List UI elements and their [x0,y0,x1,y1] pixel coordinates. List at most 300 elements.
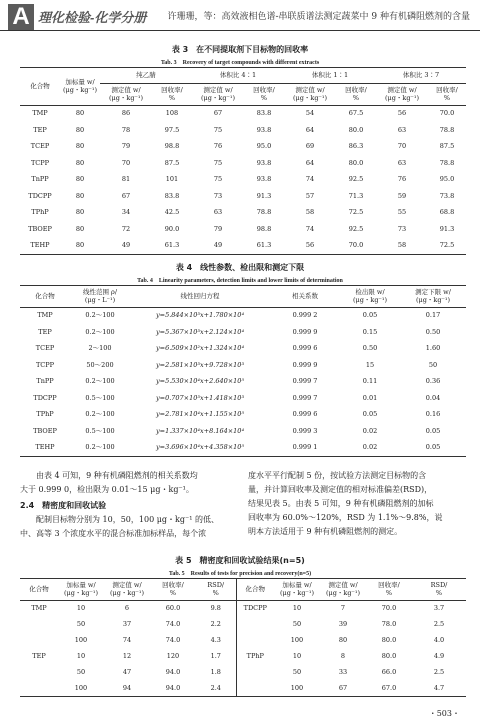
journal-name: 理化检验-化学分册 [38,10,147,25]
body-right-line-4: 回收率为 60.0%～120%，RSD 为 1.1%～9.8%，说 [248,513,443,522]
table3-cell: 80 [75,240,85,249]
table3-cell: 75 [213,158,223,167]
table4-cell: TPhP [36,410,54,419]
table4-cell: 0.999 2 [292,311,318,320]
table3-sub-measured-3 [376,84,428,106]
body-right-line-1: 度水平平行配制 5 份，按试验方法测定目标物的含 [248,471,427,480]
table5-cell: 50 [292,667,302,676]
table3-cell: TMP [32,109,48,118]
table4-cell: TMP [37,311,53,320]
table5-cell [20,681,58,697]
table-row [20,308,466,325]
table5-cell: 12 [122,651,132,660]
table4-cell: 0.999 6 [292,410,318,419]
table3-sub-measured-unit: (μg・kg⁻¹) [108,93,144,102]
running-title: 许珊珊，等：高效液相色谱-串联质谱法测定蔬菜中 9 种有机磷阻燃剂的含量 [167,12,470,22]
table3-sub-measured-2 [284,84,336,106]
table3-cell: 61.3 [164,240,180,249]
table5-cell [236,681,274,697]
table4-cell: y=5.844×10³x+1.780×10⁴ [155,311,245,320]
table3-cell: 63 [397,158,407,167]
table3-sub-recovery-label: 回收率/ [436,86,458,95]
table5-header-unit: % [212,588,219,597]
table5-cell: TEP [32,651,46,660]
table4-cell: y=1.337×10⁴x+8.164×10⁴ [155,426,245,435]
table5-cell: 10 [292,651,302,660]
table3-cell: 93.8 [256,175,272,184]
table4-header-cell [400,286,466,308]
table-row [20,155,466,172]
table5-caption-en: Tab. 5 Results of tests for precision and recovery(n=5) [168,571,312,577]
table5-cell: 100 [290,683,304,692]
table4-cell: 0.02 [362,442,378,451]
table3-cell: 81 [121,175,131,184]
table4-cell: y=5.367×10³x+2.124×10⁴ [155,327,245,336]
table5-cell: 50 [76,667,86,676]
table3-cell: 64 [305,125,315,134]
table4-cell: TnPP [36,377,54,386]
table-row [20,357,466,374]
table3-cell: 74 [305,224,315,233]
table4-cell: 0.05 [362,410,378,419]
table3-cell: 69 [305,142,315,151]
table5-cell: 100 [290,635,304,644]
table5-header-label: 化合物 [245,584,265,593]
table3-sub-recovery-1 [244,84,284,106]
table5-cell: 47 [122,667,132,676]
table4-cell: 0.04 [425,393,441,402]
table4-cell: y=5.530×10⁴x+2.640×10⁵ [155,377,245,386]
table3-cell: 95.0 [256,142,272,151]
table5-header-label: RSD/ [207,581,225,590]
table5-cell: 50 [292,619,302,628]
table5-cell: 78.0 [381,619,397,628]
table3-cell: 80 [75,142,85,151]
table-row [20,617,466,633]
table5-cell: 1.8 [210,667,221,676]
table5-caption-cn: 表 5 精密度和回收试验结果(n=5) [175,556,305,565]
table3-cell: 93.8 [256,158,272,167]
section-heading: 2.4 精密度和回收试验 [20,501,107,510]
table3-cell: 72.5 [439,240,455,249]
table4 [20,285,466,457]
body-para-1-line-2: 大于 0.999 0，检出限为 0.01～15 μg・kg⁻¹。 [20,485,194,494]
table3-cell: 92.5 [348,224,364,233]
table4-header-cell [340,286,400,308]
table3-cell: 75 [213,125,223,134]
table5-cell: 10 [76,651,86,660]
table3-cell: 54 [305,109,315,118]
table3-cell: 73 [213,191,223,200]
table3-cell: 80 [75,158,85,167]
table3-cell: TEHP [30,240,50,249]
table3-cell: 67 [213,109,223,118]
body-left-column [20,469,235,497]
table3-cell: 83.8 [256,109,272,118]
table5-header-label: 回收率/ [162,581,184,590]
table5-cell: 7 [340,604,346,613]
table4-header-cell [20,286,70,308]
table4-cell: 2～100 [88,344,112,353]
table3-cell: 70.0 [439,109,455,118]
table5-cell: 67.0 [381,683,397,692]
table5-header-cell [274,579,320,601]
table3-cell: 97.5 [164,125,180,134]
table3-cell: 72 [121,224,131,233]
table4-caption-en: Tab. 4 Linearity parameters, detection limits and lower limits of determination [137,278,343,284]
table4-header-unit: (μg・kg⁻¹) [415,295,451,304]
table4-cell: TBOEP [33,426,57,435]
table4-header-label: 化合物 [35,291,55,300]
table3-cell: 78.8 [439,158,455,167]
table3-cell: 91.3 [439,224,455,233]
table4-cell: 50～200 [86,360,114,369]
table5-cell: 10 [76,604,86,613]
table4-cell: y=6.509×10²x+1.324×10⁴ [155,344,245,353]
table3-cell: TnPP [31,175,49,184]
body-right-column [248,469,463,539]
table4-cell: y=3.696×10⁴x+4.358×10⁵ [155,442,245,451]
table5-cell: 120 [166,651,180,660]
table4-cell: 0.999 3 [292,426,318,435]
table4-cell: 0.5～100 [85,393,115,402]
table4-cell: 0.2～100 [85,442,115,451]
table4-cell: 0.01 [362,393,378,402]
table5-header-unit: (μg・kg⁻¹) [325,588,361,597]
table5-cell: 4.3 [210,635,221,644]
body-para-2-line-1: 配制目标物分别为 10，50，100 μg・kg⁻¹ 的低、 [36,515,219,524]
table5-cell: 80.0 [381,651,397,660]
table5-cell: 67 [338,683,348,692]
table3-cell: 49 [213,240,223,249]
table5-header-cell [150,579,196,601]
table3-sub-measured-label: 测定值 w/ [295,86,325,95]
table4-cell: 0.05 [425,426,441,435]
table4-cell: 0.16 [425,410,441,419]
table3-cell: 49 [121,240,131,249]
table5-cell: 100 [74,683,88,692]
table3-sub-recovery-2 [336,84,376,106]
table3-cell: 73.8 [439,191,455,200]
table4-caption-cn: 表 4 线性参数、检出限和测定下限 [175,263,305,272]
table-row [20,106,466,123]
table4-cell: TCEP [35,344,55,353]
table4-cell: 0.2～100 [85,327,115,336]
table3-cell: 63 [397,125,407,134]
table3-cell: 92.5 [348,175,364,184]
table3-cell: 56 [397,109,407,118]
table4-cell: 0.11 [362,377,378,386]
table4-cell: y=2.581×10³x+9.728×10³ [155,360,245,369]
table4-header-cell [270,286,340,308]
table-row [20,633,466,649]
table5-cell: 9.8 [210,604,221,613]
table4-header-unit: (μg・kg⁻¹) [352,295,388,304]
table3-cell: 91.3 [256,191,272,200]
table4-cell: 0.999 9 [292,360,318,369]
table4-header-unit: (μg・L⁻¹) [84,295,116,304]
table5-cell: TDCPP [236,601,274,617]
table3-cell: 68.8 [439,208,455,217]
table3-cell: TBOEP [28,224,52,233]
table3-cell: 93.8 [256,125,272,134]
table3-cell: 98.8 [164,142,180,151]
table5-header-label: 测定值 w/ [112,581,142,590]
table4-header-label: 相关系数 [292,291,318,300]
table3-header-added-unit: (μg・kg⁻¹) [62,85,98,94]
table4-cell: 0.999 1 [292,442,318,451]
table3-header-compound: 化合物 [20,68,60,106]
table5-header-label: 加标量 w/ [66,581,96,590]
table5-cell [236,617,274,633]
table-row [20,601,466,617]
table5-cell: 60.0 [165,604,181,613]
table3-cell: 58 [397,240,407,249]
table5-header-cell [196,579,236,601]
table3-sub-measured-unit: (μg・kg⁻¹) [384,93,420,102]
table3-cell: 70.0 [348,240,364,249]
table4-cell: 0.36 [425,377,441,386]
table5-header-unit: % [435,588,443,597]
table5-cell [20,633,58,649]
table3-cell: 80.0 [348,158,364,167]
table3-cell: 75 [213,175,223,184]
table3-cell: 76 [397,175,407,184]
table5-cell: 2.2 [210,619,221,628]
table5-cell: 3.7 [433,604,445,613]
table3-caption-en: Tab. 3 Recovery of target compounds with different extracts [160,60,320,66]
table3-cell: 64 [305,158,315,167]
table3-cell: 83.8 [164,191,180,200]
table3-sub-measured-0 [100,84,152,106]
table5-cell: 70.0 [381,604,397,613]
table5-cell: 50 [76,619,86,628]
table4-cell: 0.05 [425,442,441,451]
table5-cell: 2.5 [433,667,445,676]
table3-cell: 58 [305,208,315,217]
table5-header-label: RSD/ [430,581,448,590]
table3-cell: 61.3 [256,240,272,249]
table3-cell: 86 [121,109,131,118]
table5-cell: 6 [124,604,130,613]
table3-cell: 80 [75,191,85,200]
table3-cell: 78.8 [256,208,272,217]
table3-cell: 98.8 [256,224,272,233]
table-row [20,681,466,697]
table5-cell [236,633,274,649]
table4-cell: 0.999 6 [292,344,318,353]
table-row [20,649,466,665]
table3-cell: 55 [397,208,407,217]
table5-header-label: 加标量 w/ [282,581,312,590]
table5-header-unit: % [169,588,177,597]
table5-cell: 100 [74,635,88,644]
table5-cell: 10 [292,604,302,613]
body-right-line-2: 量，并计算回收率及测定值的相对标准偏差(RSD)， [248,485,433,494]
table3-cell: 86.3 [348,142,364,151]
table3-sub-recovery-unit: % [352,93,360,102]
table5-header-cell [20,579,58,601]
table-row [20,423,466,440]
table3-cell: 76 [213,142,223,151]
table4-cell: y=0.707×10³x+1.418×10³ [155,393,245,402]
body-para-2 [20,513,235,541]
table4-cell: 50 [428,360,438,369]
table4-cell: 0.5～100 [85,426,115,435]
table5-cell: 4.7 [433,683,445,692]
table5-header-cell [236,579,274,601]
table4-cell: y=2.781×10⁴x+1.155×10⁵ [155,410,245,419]
table5-cell: 80.0 [381,635,397,644]
table5-cell: 37 [122,619,132,628]
table4-cell: 0.2～100 [85,410,115,419]
body-para-1-line-1: 由表 4 可知，9 种有机磷阻燃剂的相关系数均 [36,471,198,480]
table5-cell: 74.0 [165,635,181,644]
table5-cell: 1.7 [210,651,221,660]
table-row [20,341,466,358]
table3 [20,67,466,255]
table3-sub-recovery-0 [152,84,192,106]
table3-cell: 70 [397,142,407,151]
table3-cell: 70 [121,158,131,167]
table3-sub-recovery-label: 回收率/ [345,86,367,95]
table4-header-label: 测定下限 w/ [415,288,451,297]
table5-header-cell [104,579,150,601]
table4-cell: 0.50 [362,344,378,353]
table3-cell: 80 [75,224,85,233]
table3-group-0: 纯乙腈 [100,68,192,84]
table3-cell: 80 [75,175,85,184]
table5-cell [20,665,58,681]
table5-header-label: 回收率/ [378,581,400,590]
body-para-2-line-2: 中、高等 3 个浓度水平的混合标准加标样品，每个浓 [20,529,207,538]
table-row [20,665,466,681]
table3-cell: 63 [213,208,223,217]
table5-cell: 74 [122,635,132,644]
table3-group-2: 体积比 1∶1 [284,68,376,84]
table3-cell: 79 [213,224,223,233]
table3-cell: 59 [397,191,407,200]
table5-header-cell [320,579,366,601]
table3-sub-recovery-unit: % [443,93,451,102]
table3-sub-measured-label: 测定值 w/ [203,86,233,95]
table3-cell: 79 [121,142,131,151]
table4-header-label: 线性回归方程 [180,291,220,300]
table5-cell: 39 [338,619,348,628]
table3-cell: 87.5 [439,142,455,151]
table4-cell: 0.02 [362,426,378,435]
table4-header-label: 检出限 w/ [355,288,385,297]
table5 [20,578,466,697]
table-row [20,188,466,205]
table3-sub-recovery-label: 回收率/ [161,86,183,95]
table3-cell: 56 [305,240,315,249]
table5-cell: 74.0 [165,619,181,628]
table-row [20,122,466,139]
table3-header-added [60,68,100,106]
table3-cell: 90.0 [164,224,180,233]
table3-cell: TCPP [30,158,50,167]
table-row [20,407,466,424]
table4-header-label: 线性范围 ρ/ [82,288,118,297]
table5-cell: 33 [338,667,348,676]
table5-cell [236,665,274,681]
table3-cell: 80 [75,109,85,118]
table4-cell: 15 [365,360,375,369]
table3-cell: 108 [165,109,179,118]
table3-cell: 42.5 [164,208,180,217]
table5-cell: 8 [340,651,346,660]
table4-cell: 0.999 7 [292,377,318,386]
table3-cell: 72.5 [348,208,364,217]
table-row [20,440,466,457]
table5-header-unit: (μg・kg⁻¹) [63,588,99,597]
table4-cell: 1.60 [425,344,441,353]
table4-cell: 0.999 7 [292,393,318,402]
table4-cell: 0.2～100 [85,311,115,320]
table3-cell: TDCPP [28,191,52,200]
table4-cell: 0.50 [425,327,441,336]
table4-header-cell [70,286,130,308]
table3-cell: 80 [75,125,85,134]
table5-header-unit: (μg・kg⁻¹) [279,588,315,597]
table3-cell: TPhP [31,208,49,217]
table3-cell: 67.5 [348,109,364,118]
table3-cell: 67 [121,191,131,200]
table4-header-cell [130,286,270,308]
table4-cell: TDCPP [33,393,57,402]
table3-cell: 95.0 [439,175,455,184]
table3-cell: 73 [397,224,407,233]
table3-cell: TEP [33,125,47,134]
table5-cell: 80 [338,635,348,644]
table3-sub-measured-label: 测定值 w/ [387,86,417,95]
table5-cell: 94 [122,683,132,692]
table-row [20,139,466,156]
table3-sub-measured-label: 测定值 w/ [111,86,141,95]
table-row [20,205,466,222]
table5-cell: 94.0 [165,683,181,692]
table3-cell: 71.3 [348,191,364,200]
table3-sub-recovery-3 [428,84,466,106]
table3-cell: 57 [305,191,315,200]
table3-cell: 80.0 [348,125,364,134]
table3-sub-measured-unit: (μg・kg⁻¹) [292,93,328,102]
table4-cell: TEHP [35,442,55,451]
table3-caption-cn: 表 3 在不同提取剂下目标物的回收率 [171,45,309,54]
table3-sub-recovery-unit: % [260,93,268,102]
table5-header-cell [58,579,104,601]
table3-cell: 78.8 [439,125,455,134]
table5-cell: 94.0 [165,667,181,676]
table5-header-unit: % [385,588,393,597]
table3-cell: 34 [121,208,131,217]
table3-sub-recovery-label: 回收率/ [253,86,275,95]
table5-header-row [20,579,466,601]
table3-header-added-label: 加标量 w/ [65,78,95,87]
table5-header-cell [412,579,466,601]
table3-cell: 87.5 [164,158,180,167]
table4-cell: 0.2～100 [85,377,115,386]
table5-header-unit: (μg・kg⁻¹) [109,588,145,597]
table4-header-row [20,286,466,308]
table-row [20,324,466,341]
page-header [0,0,480,36]
table3-cell: TCEP [30,142,50,151]
body-right-line-5: 明本方法适用于 9 种有机磷阻燃剂的测定。 [248,527,403,536]
table5-cell: TMP [31,604,47,613]
page-number: ・503・ [428,709,460,718]
